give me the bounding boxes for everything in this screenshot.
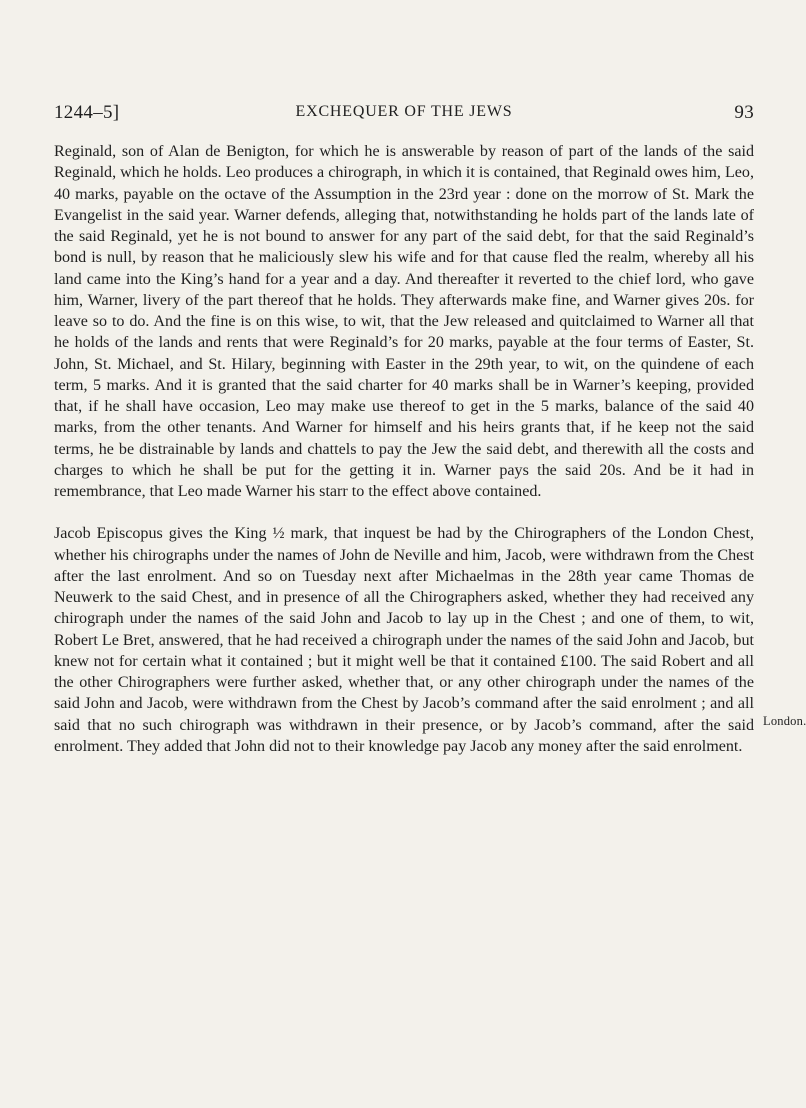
- marginal-note: London.: [763, 714, 806, 728]
- paragraph-jacob-episcopus: Jacob Episcopus gives the King ½ mark, that inquest be had by the Chirographers of the London Chest, whether his chirographs under the names of John de Neville and him, Jacob, were withdrawn from the Chest after the last enrolment. And so on Tuesday next after Michaelmas in the 28th year came Thomas de Neuwerk to the said Chest, and in presence of all the Chirographers asked, whether they had received any chirograph under the names of the said John and Jacob to lay up in the Chest ; and one of them, to wit, Robert Le Bret, answered, that he had received a chirograph under the names of the said John and Jacob, but knew not for certain what it contained ; but it might well be that it contained £100. The said Robert and all the other Chirographers were further asked, whether that, or any other chirograph under the names of the said John and Jacob, were withdrawn from the Chest by Jacob’s command after the said enrolment ; and all said that no such chirograph was withdrawn in their presence, or by Jacob’s command, after the said enrolment. They added that John did not to their knowledge pay Jacob any money after the said enrolment.: [54, 525, 754, 755]
- running-title: EXCHEQUER OF THE JEWS: [295, 103, 513, 120]
- paragraph-reginald: Reginald, son of Alan de Benigton, for which he is answerable by reason of part of the lands of the said Reginald, which he holds. Leo produces a chirograph, in which it is contained, that Reginald owes him, Leo, 40 marks, payable on the octave of the Assumption in the 23rd year : done on the morrow of St. Mark the Evangelist in the said year. Warner defends, alleging that, notwithstanding he holds part of the lands late of the said Reginald, yet he is not bound to answer for any part of the said debt, for that the said Reginald’s bond is null, by reason that he maliciously slew his wife and for that cause fled the realm, whereby all his land came into the King’s hand for a year and a day. And thereafter it reverted to the chief lord, who gave him, Warner, livery of the part thereof that he holds. They afterwards make fine, and Warner gives 20s. for leave so to do. And the fine is on this wise, to wit, that the Jew released and quitclaimed to Warner all that he holds of the lands and rents that were Reginald’s for 20 marks, payable at the four terms of Easter, St. John, St. Michael, and St. Hilary, beginning with Easter in the 29th year, to wit, on the quindene of each term, 5 marks. And it is granted that the said charter for 40 marks shall be in Warner’s keeping, provided that, if he shall have occasion, Leo may make use thereof to get in the 5 marks, balance of the said 40 marks, from the other tenants. And Warner for himself and his heirs grants that, if he keep not the said terms, he be distrainable by lands and chattels to pay the Jew the said debt, and therewith all the costs and charges to which he shall be put for the getting it in. Warner pays the said 20s. And be it had in remembrance, that Leo made Warner his starr to the effect above contained.: [54, 143, 754, 500]
- section-years: 1244–5]: [54, 102, 120, 123]
- page-number: 93: [734, 102, 754, 123]
- page-body: [54, 141, 754, 757]
